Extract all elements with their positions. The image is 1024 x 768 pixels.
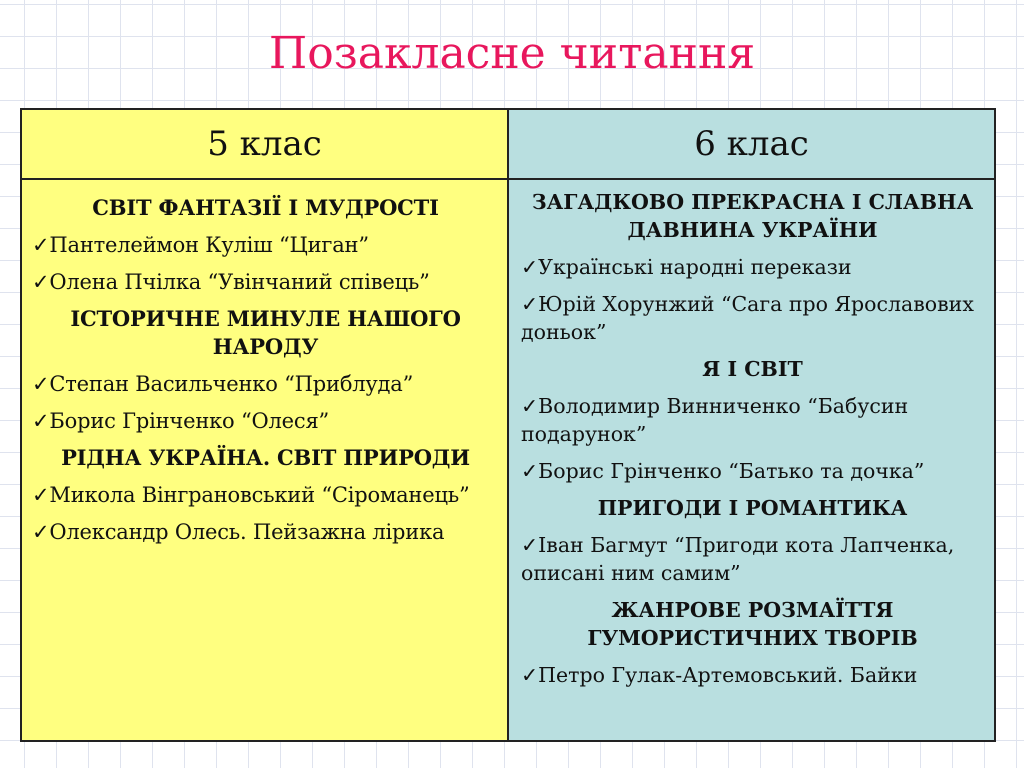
section-heading: ПРИГОДИ І РОМАНТИКА xyxy=(597,496,908,520)
list-item: ✓Борис Грінченко “Олеся” xyxy=(32,409,330,433)
grade-5-header: 5 клас xyxy=(22,110,509,180)
list-item: ✓Володимир Винниченко “Бабусин подарунок” xyxy=(521,394,909,446)
list-item: ✓Українські народні перекази xyxy=(521,255,852,279)
section-heading: РІДНА УКРАЇНА. СВІТ ПРИРОДИ xyxy=(61,445,470,470)
section-heading: ЖАНРОВЕ РОЗМАЇТТЯ ГУМОРИСТИЧНИХ ТВОРІВ xyxy=(587,598,918,650)
list-item: ✓Пантелеймон Куліш “Циган” xyxy=(32,233,369,257)
grade-5-column xyxy=(22,180,509,740)
list-item: ✓Петро Гулак-Артемовський. Байки xyxy=(521,663,918,687)
section-heading: ІСТОРИЧНЕ МИНУЛЕ НАШОГО НАРОДУ xyxy=(70,306,461,359)
list-item: ✓Борис Грінченко “Батько та дочка” xyxy=(521,459,925,483)
list-item: ✓Олена Пчілка “Увінчаний співець” xyxy=(32,270,430,294)
grade-6-column xyxy=(509,180,994,740)
list-item: ✓Юрій Хорунжий “Сага про Ярославових доньок” xyxy=(521,292,974,344)
list-item: ✓Іван Багмут “Пригоди кота Лапченка, описані ним самим” xyxy=(521,533,955,585)
reading-table xyxy=(20,108,996,742)
page-title: Позакласне читання xyxy=(268,28,756,79)
section-heading: СВІТ ФАНТАЗІЇ І МУДРОСТІ xyxy=(92,195,439,220)
grade-6-header: 6 клас xyxy=(509,110,994,180)
list-item: ✓Микола Вінграновський “Сіроманець” xyxy=(32,483,470,507)
section-heading: ЗАГАДКОВО ПРЕКРАСНА І СЛАВНА ДАВНИНА УКРАЇНИ xyxy=(531,190,974,242)
list-item: ✓Степан Васильченко “Приблуда” xyxy=(32,372,414,396)
section-heading: Я І СВІТ xyxy=(702,357,803,381)
list-item: ✓Олександр Олесь. Пейзажна лірика xyxy=(32,520,445,544)
